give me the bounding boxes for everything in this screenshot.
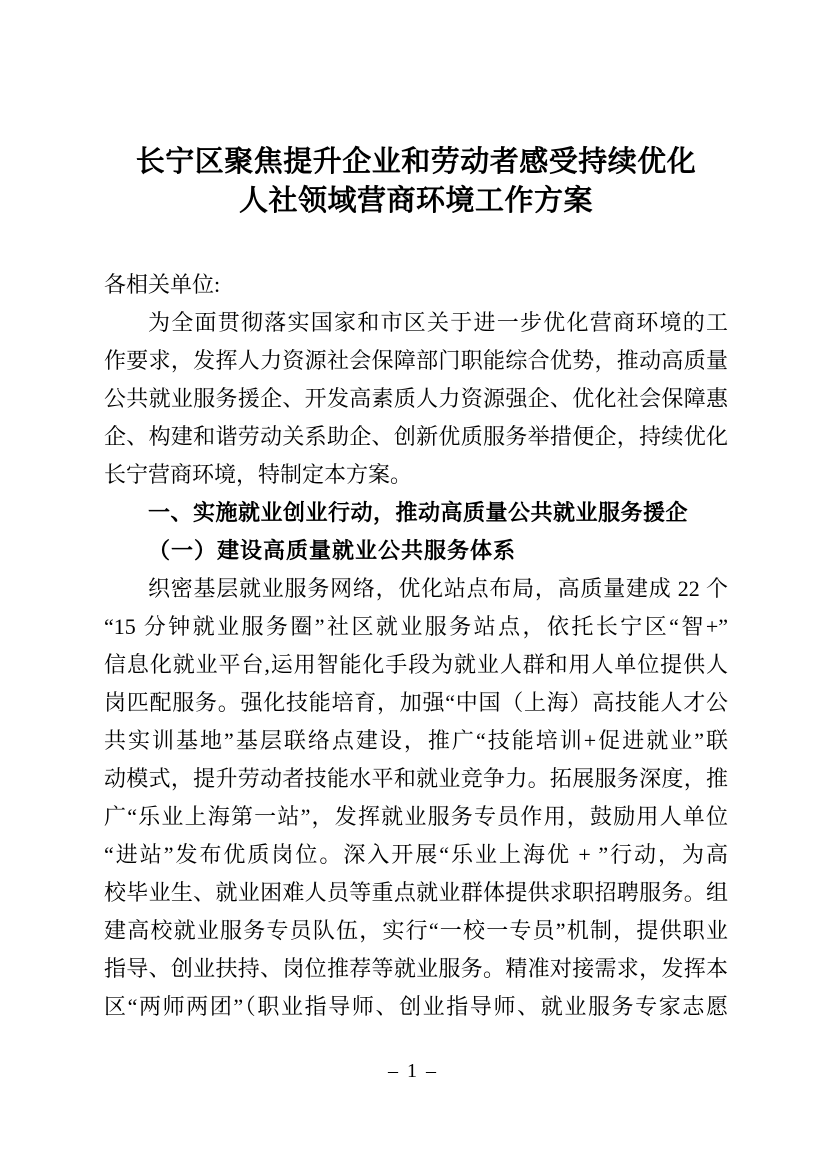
document-body [104,266,728,1026]
body-text-line: 为全面贯彻落实国家和市区关于进一步优化营商环境的工 [148,310,728,335]
body-text-line: 长宁营商环境，特制定本方案。 [104,462,413,487]
body-text-line: 校毕业生、就业困难人员等重点就业群体提供求职招聘服务。组 [104,880,728,905]
document-title-line-1: 长宁区聚焦提升企业和劳动者感受持续优化 [135,146,697,178]
salutation-line: 各相关单位: [104,272,221,297]
document-title [104,143,728,221]
section-heading: 一、实施就业创业行动，推动高质量公共就业服务援企 [148,500,689,525]
body-text-line: 共实训基地”基层联络点建设，推广“技能培训+促进就业”联 [104,728,728,753]
page-number: – 1 – [388,1060,438,1082]
body-text-line: 动模式，提升劳动者技能水平和就业竞争力。拓展服务深度，推 [104,766,728,791]
body-text-line: “15 分钟就业服务圈”社区就业服务站点，依托长宁区“智+” [104,614,728,639]
body-text-line: 区“两师两团”（职业指导师、创业指导师、就业服务专家志愿 [104,994,728,1019]
body-text-line: 企、构建和谐劳动关系助企、创新优质服务举措便企，持续优化 [104,424,728,449]
body-text-line: 岗匹配服务。强化技能培育，加强“中国（上海）高技能人才公 [104,690,728,715]
body-text-line: 指导、创业扶持、岗位推荐等就业服务。精准对接需求，发挥本 [104,956,728,981]
subsection-heading: （一）建设高质量就业公共服务体系 [148,538,517,563]
body-text-line: 作要求，发挥人力资源社会保障部门职能综合优势，推动高质量 [104,348,728,373]
body-text-line: 公共就业服务援企、开发高素质人力资源强企、优化社会保障惠 [104,386,728,411]
body-text-line: 织密基层就业服务网络，优化站点布局，高质量建成 22 个 [148,576,728,601]
body-text-line: 建高校就业服务专员队伍，实行“一校一专员”机制，提供职业 [104,918,728,943]
document-title-line-2: 人社领域营商环境工作方案 [238,185,593,217]
body-text-line: “进站”发布优质岗位。深入开展“乐业上海优 + ”行动，为高 [104,842,728,867]
body-text-line: 广“乐业上海第一站”，发挥就业服务专员作用，鼓励用人单位 [104,804,728,829]
body-text-line: 信息化就业平台,运用智能化手段为就业人群和用人单位提供人 [104,652,728,677]
